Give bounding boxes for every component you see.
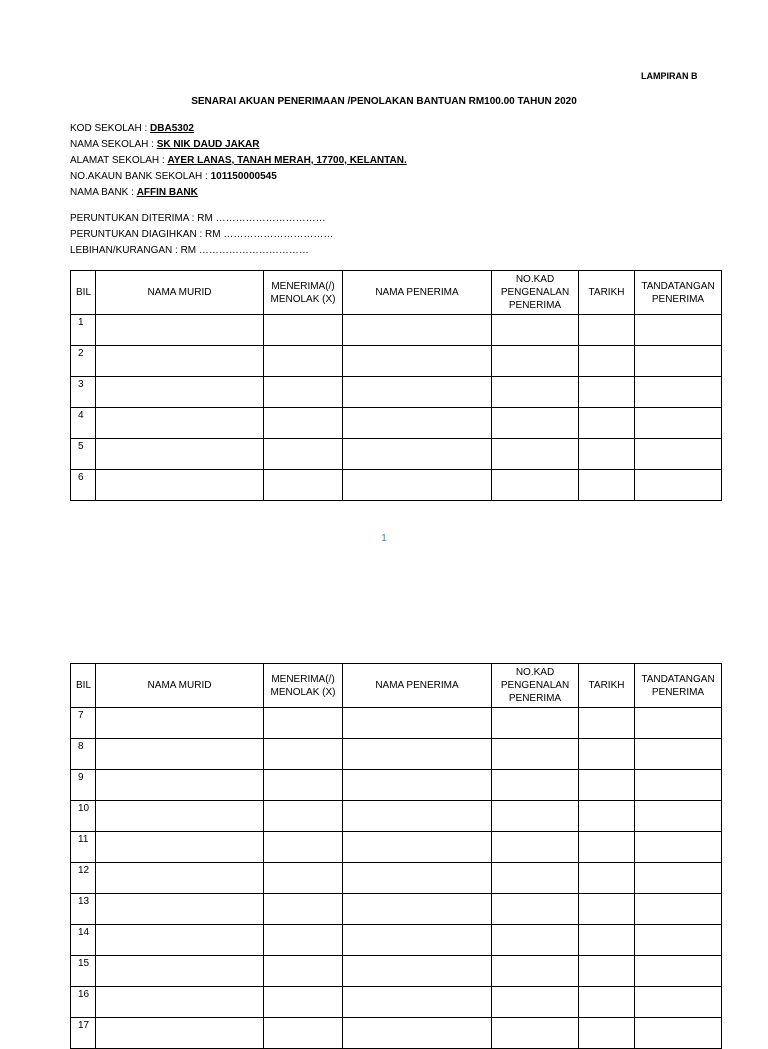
cell-menerima[interactable] — [264, 708, 343, 739]
cell-nama-penerima[interactable] — [343, 770, 492, 801]
cell-no-kad[interactable] — [492, 863, 579, 894]
cell-nama-murid[interactable] — [96, 832, 264, 863]
table-header-row — [71, 664, 722, 708]
cell-tarikh[interactable] — [579, 925, 635, 956]
nama-sekolah-line: NAMA SEKOLAH : SK NIK DAUD JAKAR — [70, 139, 260, 150]
cell-nama-murid[interactable] — [96, 987, 264, 1018]
peruntukan-diterima: PERUNTUKAN DITERIMA : RM …………………………… — [70, 213, 326, 224]
row-number: 14 — [71, 925, 96, 956]
header-tandatangan: TANDATANGAN PENERIMA — [635, 664, 722, 708]
cell-nama-murid[interactable] — [96, 863, 264, 894]
row-number: 2 — [71, 346, 96, 377]
recipient-table-page-2 — [70, 663, 722, 1049]
row-number: 17 — [71, 1018, 96, 1049]
row-number: 12 — [71, 863, 96, 894]
table-row — [71, 987, 722, 1018]
kod-sekolah-line: KOD SEKOLAH : DBA5302 — [70, 123, 194, 134]
cell-tarikh[interactable] — [579, 801, 635, 832]
header-tarikh: TARIKH — [579, 664, 635, 708]
cell-no-kad[interactable] — [492, 408, 579, 439]
cell-menerima[interactable] — [264, 894, 343, 925]
page-number: 1 — [381, 533, 387, 544]
cell-nama-murid[interactable] — [96, 1018, 264, 1049]
row-number: 8 — [71, 739, 96, 770]
cell-nama-penerima[interactable] — [343, 925, 492, 956]
cell-nama-penerima[interactable] — [343, 832, 492, 863]
allocation-info — [70, 211, 333, 259]
header-tarikh: TARIKH — [579, 271, 635, 315]
lebihan-kurangan: LEBIHAN/KURANGAN : RM …………………………… — [70, 245, 309, 256]
cell-tandatangan[interactable] — [635, 894, 722, 925]
cell-tandatangan[interactable] — [635, 470, 722, 501]
cell-no-kad[interactable] — [492, 894, 579, 925]
cell-menerima[interactable] — [264, 987, 343, 1018]
cell-no-kad[interactable] — [492, 956, 579, 987]
header-nama-penerima: NAMA PENERIMA — [343, 664, 492, 708]
cell-tarikh[interactable] — [579, 987, 635, 1018]
header-nama-murid: NAMA MURID — [96, 271, 264, 315]
cell-nama-murid[interactable] — [96, 770, 264, 801]
row-number: 7 — [71, 708, 96, 739]
akaun-bank-value: 101150000545 — [210, 171, 277, 182]
cell-no-kad[interactable] — [492, 1018, 579, 1049]
alamat-sekolah-value: AYER LANAS, TANAH MERAH, 17700, KELANTAN. — [167, 155, 407, 166]
cell-nama-murid[interactable] — [96, 377, 264, 408]
cell-nama-penerima[interactable] — [343, 346, 492, 377]
cell-nama-murid[interactable] — [96, 894, 264, 925]
cell-tandatangan[interactable] — [635, 708, 722, 739]
table-row — [71, 801, 722, 832]
cell-tandatangan[interactable] — [635, 987, 722, 1018]
table-row — [71, 770, 722, 801]
cell-nama-penerima[interactable] — [343, 801, 492, 832]
cell-nama-penerima[interactable] — [343, 894, 492, 925]
cell-menerima[interactable] — [264, 439, 343, 470]
table-row — [71, 408, 722, 439]
cell-nama-penerima[interactable] — [343, 739, 492, 770]
cell-tandatangan[interactable] — [635, 770, 722, 801]
cell-tandatangan[interactable] — [635, 346, 722, 377]
cell-no-kad[interactable] — [492, 377, 579, 408]
cell-menerima[interactable] — [264, 739, 343, 770]
cell-tarikh[interactable] — [579, 863, 635, 894]
cell-menerima[interactable] — [264, 408, 343, 439]
row-number: 5 — [71, 439, 96, 470]
cell-nama-penerima[interactable] — [343, 956, 492, 987]
cell-no-kad[interactable] — [492, 439, 579, 470]
nama-bank-line: NAMA BANK : AFFIN BANK — [70, 187, 198, 198]
cell-menerima[interactable] — [264, 863, 343, 894]
cell-nama-penerima[interactable] — [343, 470, 492, 501]
cell-nama-penerima[interactable] — [343, 439, 492, 470]
akaun-bank-line: NO.AKAUN BANK SEKOLAH : 101150000545 — [70, 171, 277, 182]
cell-nama-murid[interactable] — [96, 439, 264, 470]
cell-tarikh[interactable] — [579, 956, 635, 987]
peruntukan-diagihkan: PERUNTUKAN DIAGIHKAN : RM …………………………… — [70, 229, 334, 240]
cell-nama-murid[interactable] — [96, 346, 264, 377]
nama-bank-value: AFFIN BANK — [136, 187, 198, 198]
nama-sekolah-value: SK NIK DAUD JAKAR — [156, 139, 260, 150]
document-title: SENARAI AKUAN PENERIMAAN /PENOLAKAN BANTUAN RM100.00 TAHUN 2020 — [191, 96, 577, 107]
table-row — [71, 708, 722, 739]
cell-tarikh[interactable] — [579, 439, 635, 470]
cell-no-kad[interactable] — [492, 739, 579, 770]
cell-tandatangan[interactable] — [635, 408, 722, 439]
table-row — [71, 1018, 722, 1049]
row-number: 10 — [71, 801, 96, 832]
header-menerima: MENERIMA(/) MENOLAK (X) — [264, 664, 343, 708]
recipient-table-page-1 — [70, 270, 722, 501]
school-info — [70, 121, 407, 201]
cell-tarikh[interactable] — [579, 832, 635, 863]
cell-tandatangan[interactable] — [635, 956, 722, 987]
cell-tandatangan[interactable] — [635, 315, 722, 346]
cell-tandatangan[interactable] — [635, 925, 722, 956]
table-row — [71, 956, 722, 987]
row-number: 6 — [71, 470, 96, 501]
cell-tandatangan[interactable] — [635, 439, 722, 470]
cell-tarikh[interactable] — [579, 708, 635, 739]
cell-nama-murid[interactable] — [96, 801, 264, 832]
kod-sekolah-value: DBA5302 — [150, 123, 194, 134]
row-number: 4 — [71, 408, 96, 439]
cell-nama-murid[interactable] — [96, 956, 264, 987]
cell-no-kad[interactable] — [492, 708, 579, 739]
header-menerima: MENERIMA(/) MENOLAK (X) — [264, 271, 343, 315]
row-number: 3 — [71, 377, 96, 408]
cell-menerima[interactable] — [264, 1018, 343, 1049]
cell-nama-murid[interactable] — [96, 739, 264, 770]
cell-tarikh[interactable] — [579, 770, 635, 801]
cell-menerima[interactable] — [264, 346, 343, 377]
cell-menerima[interactable] — [264, 770, 343, 801]
cell-tarikh[interactable] — [579, 377, 635, 408]
cell-no-kad[interactable] — [492, 925, 579, 956]
cell-nama-murid[interactable] — [96, 708, 264, 739]
table-row — [71, 739, 722, 770]
table-row — [71, 863, 722, 894]
row-number: 13 — [71, 894, 96, 925]
cell-no-kad[interactable] — [492, 470, 579, 501]
cell-menerima[interactable] — [264, 925, 343, 956]
cell-no-kad[interactable] — [492, 987, 579, 1018]
lampiran-label: LAMPIRAN B — [641, 71, 698, 81]
cell-menerima[interactable] — [264, 956, 343, 987]
header-tandatangan: TANDATANGAN PENERIMA — [635, 271, 722, 315]
cell-tarikh[interactable] — [579, 470, 635, 501]
cell-nama-penerima[interactable] — [343, 315, 492, 346]
header-nama-murid: NAMA MURID — [96, 664, 264, 708]
table-row — [71, 470, 722, 501]
table-row — [71, 377, 722, 408]
cell-tarikh[interactable] — [579, 739, 635, 770]
row-number: 11 — [71, 832, 96, 863]
cell-tarikh[interactable] — [579, 408, 635, 439]
cell-nama-penerima[interactable] — [343, 377, 492, 408]
table-row — [71, 925, 722, 956]
cell-menerima[interactable] — [264, 801, 343, 832]
cell-nama-murid[interactable] — [96, 925, 264, 956]
cell-tandatangan[interactable] — [635, 739, 722, 770]
cell-nama-murid[interactable] — [96, 315, 264, 346]
cell-nama-penerima[interactable] — [343, 1018, 492, 1049]
cell-menerima[interactable] — [264, 470, 343, 501]
cell-tandatangan[interactable] — [635, 377, 722, 408]
header-nama-penerima: NAMA PENERIMA — [343, 271, 492, 315]
table-row — [71, 832, 722, 863]
alamat-sekolah-line: ALAMAT SEKOLAH : AYER LANAS, TANAH MERAH, 17700, KELANTAN. — [70, 155, 407, 166]
cell-tandatangan[interactable] — [635, 1018, 722, 1049]
cell-no-kad[interactable] — [492, 346, 579, 377]
row-number: 9 — [71, 770, 96, 801]
cell-no-kad[interactable] — [492, 832, 579, 863]
cell-no-kad[interactable] — [492, 315, 579, 346]
cell-nama-penerima[interactable] — [343, 863, 492, 894]
cell-nama-penerima[interactable] — [343, 408, 492, 439]
cell-no-kad[interactable] — [492, 801, 579, 832]
cell-menerima[interactable] — [264, 315, 343, 346]
cell-nama-penerima[interactable] — [343, 987, 492, 1018]
cell-tandatangan[interactable] — [635, 863, 722, 894]
cell-tarikh[interactable] — [579, 346, 635, 377]
table-row — [71, 439, 722, 470]
table-row — [71, 315, 722, 346]
header-bil: BIL — [71, 271, 96, 315]
cell-tarikh[interactable] — [579, 315, 635, 346]
table-row — [71, 346, 722, 377]
cell-nama-murid[interactable] — [96, 470, 264, 501]
cell-tandatangan[interactable] — [635, 801, 722, 832]
cell-tarikh[interactable] — [579, 1018, 635, 1049]
table-row — [71, 894, 722, 925]
table-header-row — [71, 271, 722, 315]
row-number: 1 — [71, 315, 96, 346]
cell-menerima[interactable] — [264, 377, 343, 408]
cell-tarikh[interactable] — [579, 894, 635, 925]
cell-nama-penerima[interactable] — [343, 708, 492, 739]
header-no-kad: NO.KAD PENGENALAN PENERIMA — [492, 271, 579, 315]
cell-no-kad[interactable] — [492, 770, 579, 801]
cell-nama-murid[interactable] — [96, 408, 264, 439]
row-number: 15 — [71, 956, 96, 987]
row-number: 16 — [71, 987, 96, 1018]
cell-tandatangan[interactable] — [635, 832, 722, 863]
header-bil: BIL — [71, 664, 96, 708]
cell-menerima[interactable] — [264, 832, 343, 863]
header-no-kad: NO.KAD PENGENALAN PENERIMA — [492, 664, 579, 708]
